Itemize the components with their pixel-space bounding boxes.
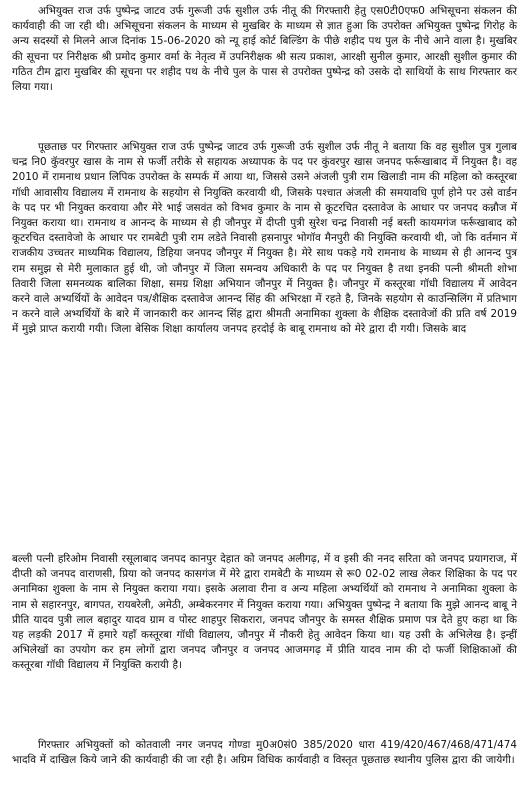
paragraph-interrogation: पूछताछ पर गिरफ्तार अभियुक्त राज उर्फ पुष्पेन्द्र जाटव उर्फ गुरूजी उर्फ सुशील उर्फ नीतू ने बताया कि वह सुशील पुत्र गुलाब चन्द्र नि0 कुॅवरपुर खास के नाम से फर्जी तरीके से सहायक अध्यापक के पद पर कुंवरपुर खास जनपद फर्रूखाबाद में नियुक्त है। वह 2010 में रामनाथ प्रधान लिपिक उपरोक्त के सम्पर्क में आया था, जिससे उसने अंजली पुत्री राम खिलाडी नाम की महिला को कस्तूरबा गॉधी आवासीय विद्यालय में रामनाथ के सहयोग से नियुक्ति करवायी थी, जिसके पश्चात अंजली की समयावधि पूर्ण होने पर उसे वार्डन के पद पर भी नियुक्त करवाया और मेरे भाई जसवंत को विभव कुमार के नाम से कूटरचित दस्तावेज के आधार पर जनपद कन्नौज में नियुक्त कराया था। रामनाथ व आनन्द के माध्यम से ही जौनपुर में दीप्ती पुत्री सुरेश चन्द्र निवासी नई बस्ती कायमगंज फर्रूखाबाद को कूटरचित दस्तावेजो के आधार पर रामबेटी पुत्री राम लडेते निवासी हसनापुर भोगॉव मैनपुरी की नियुक्ति करवायी थी, जो कि वर्तमान में राजकीय उच्चतर माध्यमिक विद्यालय, डिहिया जनपद जौनपुर में नियुक्त है। मेरे साथ पकड़े गये रामनाथ के माध्यम से ही आनन्द पुत्र राम समुझ से मेरी मुलाकात हुई थी, जो जौनपुर में जिला समन्वय अधिकारी के पद पर नियुक्त है तथा इनकी पत्नी श्रीमती शोभा तिवारी जिला समनव्यक बालिका शिक्षा, समग्र शिक्षा अभियान जौनपुर में नियुक्त है। जौनपुर में कस्तूरबा गॉधी विद्यालय में आवेदन करने वाले अभ्यर्थियों के आवेदन पत्र/शैक्षिक दस्तावेज आनन्द सिंह की अभिरक्षा में रहते है, जिनके सहयोग से काउन्सिलिंग में प्रतिभाग न करने वाले अभ्यर्थियों के बारे में जानकारी कर आनन्द सिंह द्वारा श्रीमती अनामिका शुक्ला के शैक्षिक दस्तावेजों की प्रति वर्ष 2019 में मुझे प्राप्त करायी गयी। जिला बेसिक शिक्षा कार्यालय जनपद हरदोई के बाबू रामनाथ को मेरे द्वारा दी गयी। जिसके बाद [12, 141, 517, 336]
paragraph-arrest-details: अभियुक्त राज उर्फ पुष्पेन्द्र जाटव उर्फ गुरूजी उर्फ सुशील उर्फ नीतू की गिरफ्तारी हेतु एस0टी0एफ0 अभिसूचना संकलन की कार्यवाही की जा रही थी। अभिसूचना संकलन के माध्यम से मुखबिर के माध्यम से ज्ञात हुआ कि उपरोक्त अभियुक्त पुष्पेन्द्र गिरोह के अन्य सदस्यों से मिलने आज दिनांक 15-06-2020 को न्यू हाई कोर्ट बिल्डिंग के पीछे शहीद पथ पुल के नीचे आने वाला है। मुखबिर की सूचना पर निरीक्षक श्री प्रमोद कुमार वर्मा के नेतृत्व में उपनिरीक्षक श्री सत्य प्रकाश, आरक्षी सुनील कुमार, आरक्षी सुशील कुमार की गठित टीम द्वारा मुखबिर की सूचना पर शहीद पथ के नीचे पुल के पास से उपरोक्त पुष्पेन्द्र को उसके दो साथियों के साथ गिरफ्तार कर लिया गया। [12, 5, 517, 94]
blank-gap [12, 455, 517, 545]
paragraph-legal-action: गिरफ्तार अभियुक्तों को कोतवाली नगर जनपद गोण्डा मु0अ0सं0 385/2020 धारा 419/420/467/468/471/474 भादवि में दाखिल किये जाने की कार्यवाही की जा रही है। अग्रिम विधिक कार्यवाही व विस्तृत पूछताछ स्थानीय पुलिस द्वारा की जायेगी। [12, 739, 517, 767]
paragraph-appointments: बल्ली पत्नी हरिओम निवासी रसूलाबाद जनपद कानपुर देहात को जनपद अलीगढ़, में व इसी की ननद सरिता को जनपद प्रयागराज, में दीप्ती को जनपद वाराणसी, प्रिया को जनपद कासगंज में मेरे द्वारा रामबेटी के माध्यम से रू0 02-02 लाख लेकर शिक्षिका के पद पर अनामिका शुक्ला के नाम से नियुक्त कराया गया। इसके अलावा रीना व अन्य महिला अभ्यर्थियों को रामनाथ ने अनामिका शुक्ला के नाम से सहारनपुर, बागपत, रायबरेली, अमेठी, अम्बेकरनगर में नियुक्त कराया गया। अभियुक्त पुष्पेन्द्र ने बताया कि मुझे आनन्द बाबू ने प्रीति यादव पुत्री लाल बहादुर यादव ग्राम व पोस्ट शाहपुर सिकरारा, जनपद जौनपुर के समस्त शैक्षिक प्रमाण पत्र देते हुए कहा था कि यह लड़की 2017 में हमारे यहाँ कस्तूरबा गॉधी विद्यालय, जौनपुर में नौकरी हेतु आवेदन किया था। यह उसी के अभिलेख है। इन्हीं अभिलेखों का उपयोग कर हम लोगों द्वारा जनपद जौनपुर व जनपद आजमगढ़ में प्रीति यादव नाम की दो फर्जी शिक्षिकाओं की कस्तूरबा गॉधी विद्यालय में नियुक्ति करायी है। [12, 553, 517, 672]
